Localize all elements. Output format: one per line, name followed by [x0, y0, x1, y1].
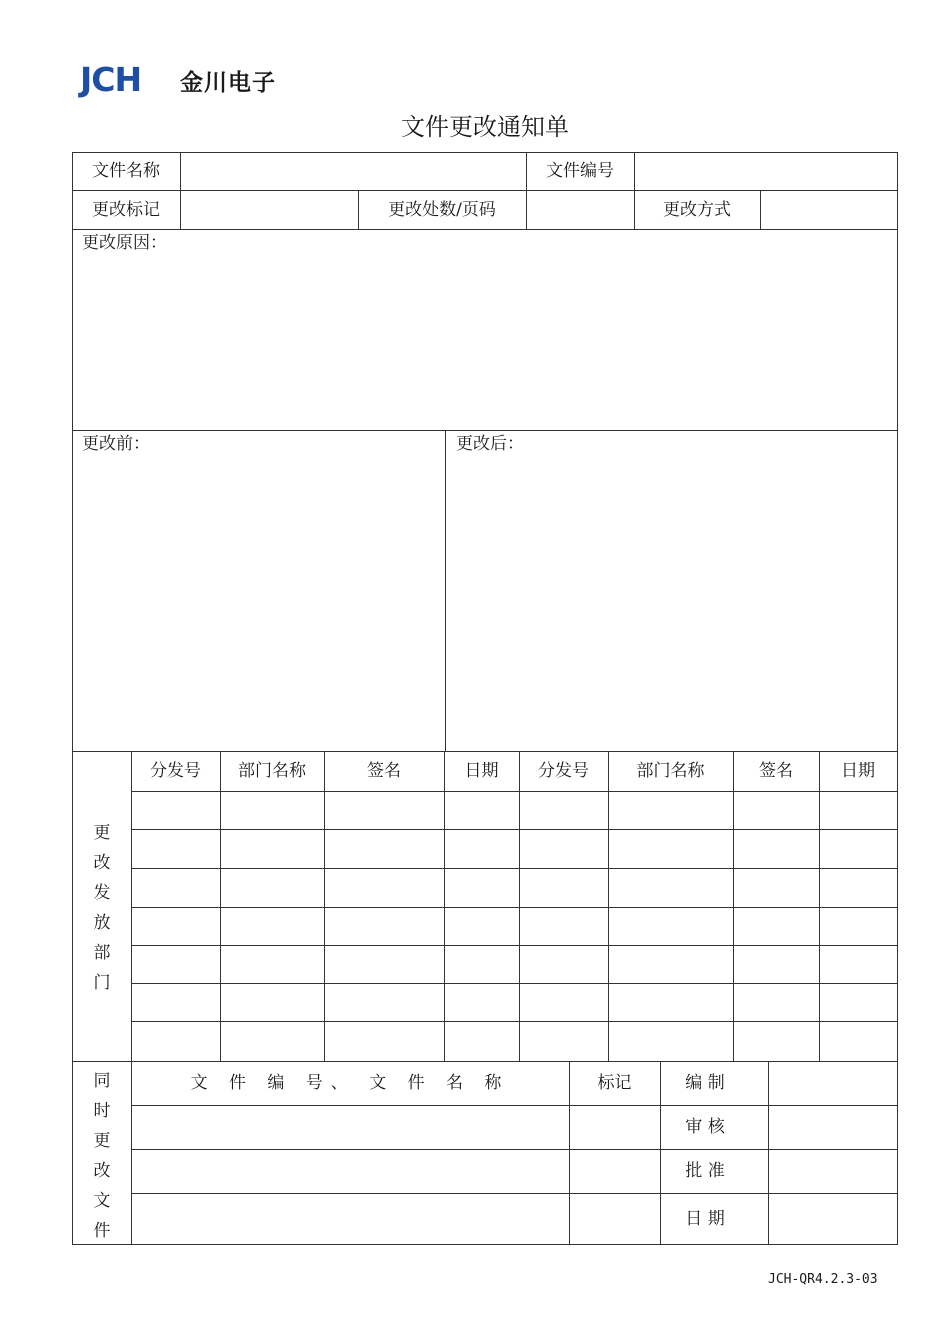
label-change-reason: 更改原因： — [82, 233, 167, 253]
label-before-change: 更改前： — [82, 434, 150, 454]
approved-by-field[interactable] — [769, 1150, 896, 1192]
change-mark-field[interactable] — [181, 191, 357, 228]
header-signature: 签名 — [367, 761, 401, 781]
label-file-name: 文件名称 — [92, 161, 160, 181]
form-code: JCH-QR4.2.3-03 — [768, 1272, 878, 1287]
label-prepared-by: 编 制 — [685, 1073, 725, 1093]
header-date-2: 日期 — [841, 761, 875, 781]
header-department-name-2: 部门名称 — [636, 761, 705, 781]
header-date: 日期 — [464, 761, 499, 781]
prepared-by-field[interactable] — [769, 1062, 896, 1104]
change-reason-area[interactable] — [73, 256, 896, 428]
label-change-method: 更改方式 — [663, 200, 731, 220]
file-number-field[interactable] — [635, 153, 896, 189]
after-change-area[interactable] — [446, 458, 896, 750]
header-signature-2: 签名 — [759, 761, 793, 781]
header-mark: 标记 — [597, 1073, 632, 1093]
label-after-change: 更改后： — [456, 434, 524, 454]
form-title: 文件更改通知单 — [401, 113, 569, 141]
file-name-field[interactable] — [181, 153, 525, 189]
label-distribution-departments: 更 改 发 放 部 门 — [93, 823, 111, 993]
before-change-area[interactable] — [73, 458, 444, 750]
company-logo-text: 金川电子 — [180, 70, 276, 96]
sign-date-field[interactable] — [769, 1194, 896, 1243]
label-approved-by: 批 准 — [685, 1161, 725, 1181]
label-reviewed-by: 审 核 — [685, 1117, 725, 1137]
label-change-count-page: 更改处数/页码 — [388, 200, 496, 220]
change-count-field[interactable] — [527, 191, 633, 228]
label-sign-date: 日 期 — [685, 1209, 725, 1229]
company-logo-mark: JCH — [80, 60, 142, 99]
change-method-field[interactable] — [761, 191, 896, 228]
reviewed-by-field[interactable] — [769, 1106, 896, 1148]
header-department-name: 部门名称 — [238, 761, 306, 781]
header-distribution-number: 分发号 — [150, 761, 201, 781]
label-file-number: 文件编号 — [546, 161, 614, 181]
header-file-number-name: 文 件 编 号、 文 件 名 称 — [190, 1073, 510, 1093]
header-distribution-number-2: 分发号 — [538, 761, 589, 781]
label-concurrent-changed-files: 同 时 更 改 文 件 — [93, 1071, 111, 1241]
label-change-mark: 更改标记 — [92, 200, 160, 220]
